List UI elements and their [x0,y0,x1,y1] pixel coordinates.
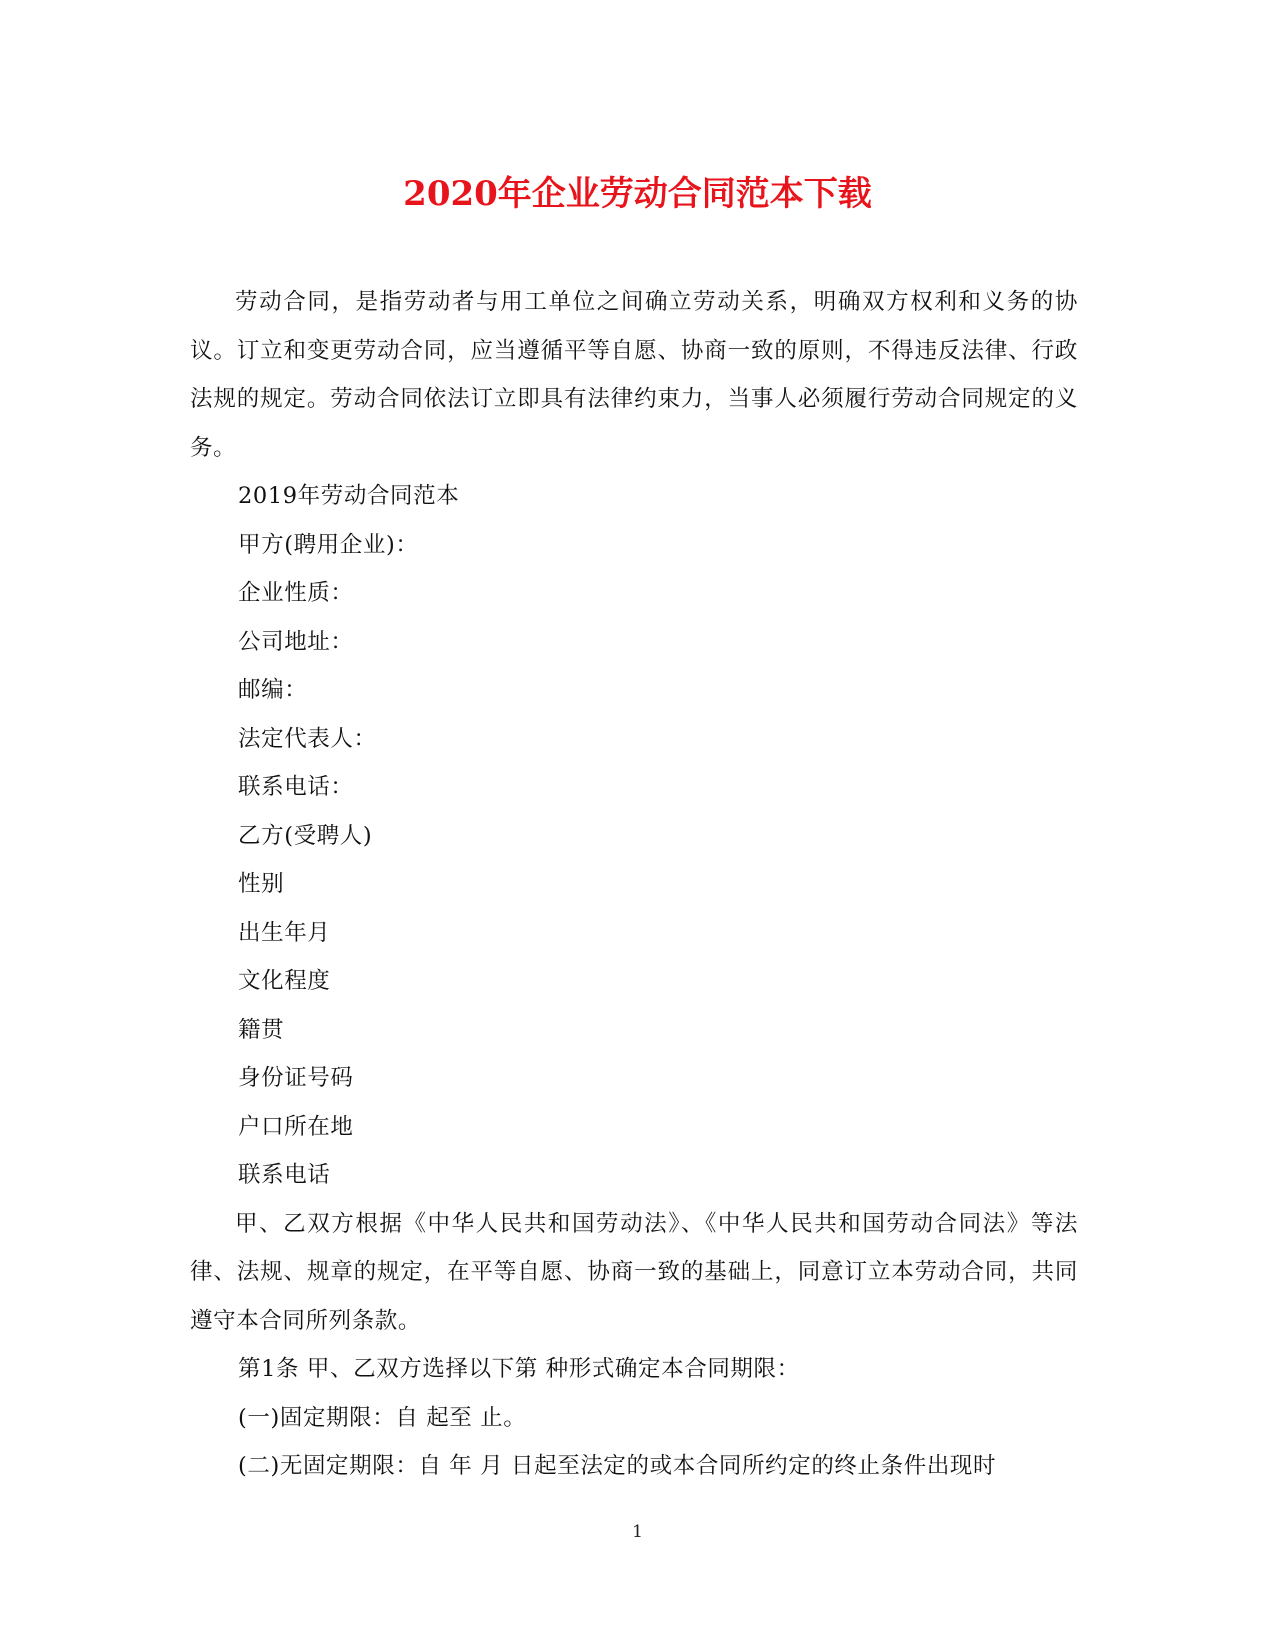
field-id-number: 身份证号码 [238,1065,354,1091]
field-contact-phone-b: 联系电话 [238,1162,331,1188]
article-1: 第1条 甲、乙双方选择以下第 种形式确定本合同期限： [238,1356,800,1382]
field-company-address: 公司地址： [238,628,354,655]
intro-paragraph: 劳动合同，是指劳动者与用工单位之间确立劳动关系，明确双方权利和义务的协议。订立和变更劳动合同，应当遵循平等自愿、协商一致的原则，不得违反法律、行政法规的规定。劳动合同依法订立即具有法律约束力，当事人必须履行劳动合同规定的义务。 [190,289,1078,461]
field-household-registration: 户口所在地 [238,1113,354,1140]
field-legal-representative: 法定代表人： [238,725,377,752]
article-1-option-fixed-term: (一)固定期限：自 起至 止。 [238,1404,527,1431]
field-party-b: 乙方(受聘人) [238,822,373,849]
field-contact-phone-a: 联系电话： [238,774,354,800]
document-title: 2020年企业劳动合同范本下载 [403,174,872,214]
field-native-place: 籍贯 [238,1016,285,1043]
field-postcode: 邮编： [238,677,308,703]
field-birth-date: 出生年月 [238,919,331,946]
agreement-paragraph: 甲、乙双方根据《中华人民共和国劳动法》、《中华人民共和国劳动合同法》等法律、法规、规章的规定，在平等自愿、协商一致的基础上，同意订立本劳动合同，共同遵守本合同所列条款。 [190,1210,1078,1334]
field-party-a: 甲方(聘用企业)： [238,531,419,558]
field-education: 文化程度 [238,968,331,994]
contract-template-heading: 2019年劳动合同范本 [238,483,460,509]
page-number: 1 [632,1522,643,1542]
document-body [190,278,1078,1491]
article-1-option-open-term: (二)无固定期限：自 年 月 日起至法定的或本合同所约定的终止条件出现时 [238,1453,997,1479]
field-enterprise-nature: 企业性质： [238,580,354,606]
field-gender: 性别 [238,871,285,897]
